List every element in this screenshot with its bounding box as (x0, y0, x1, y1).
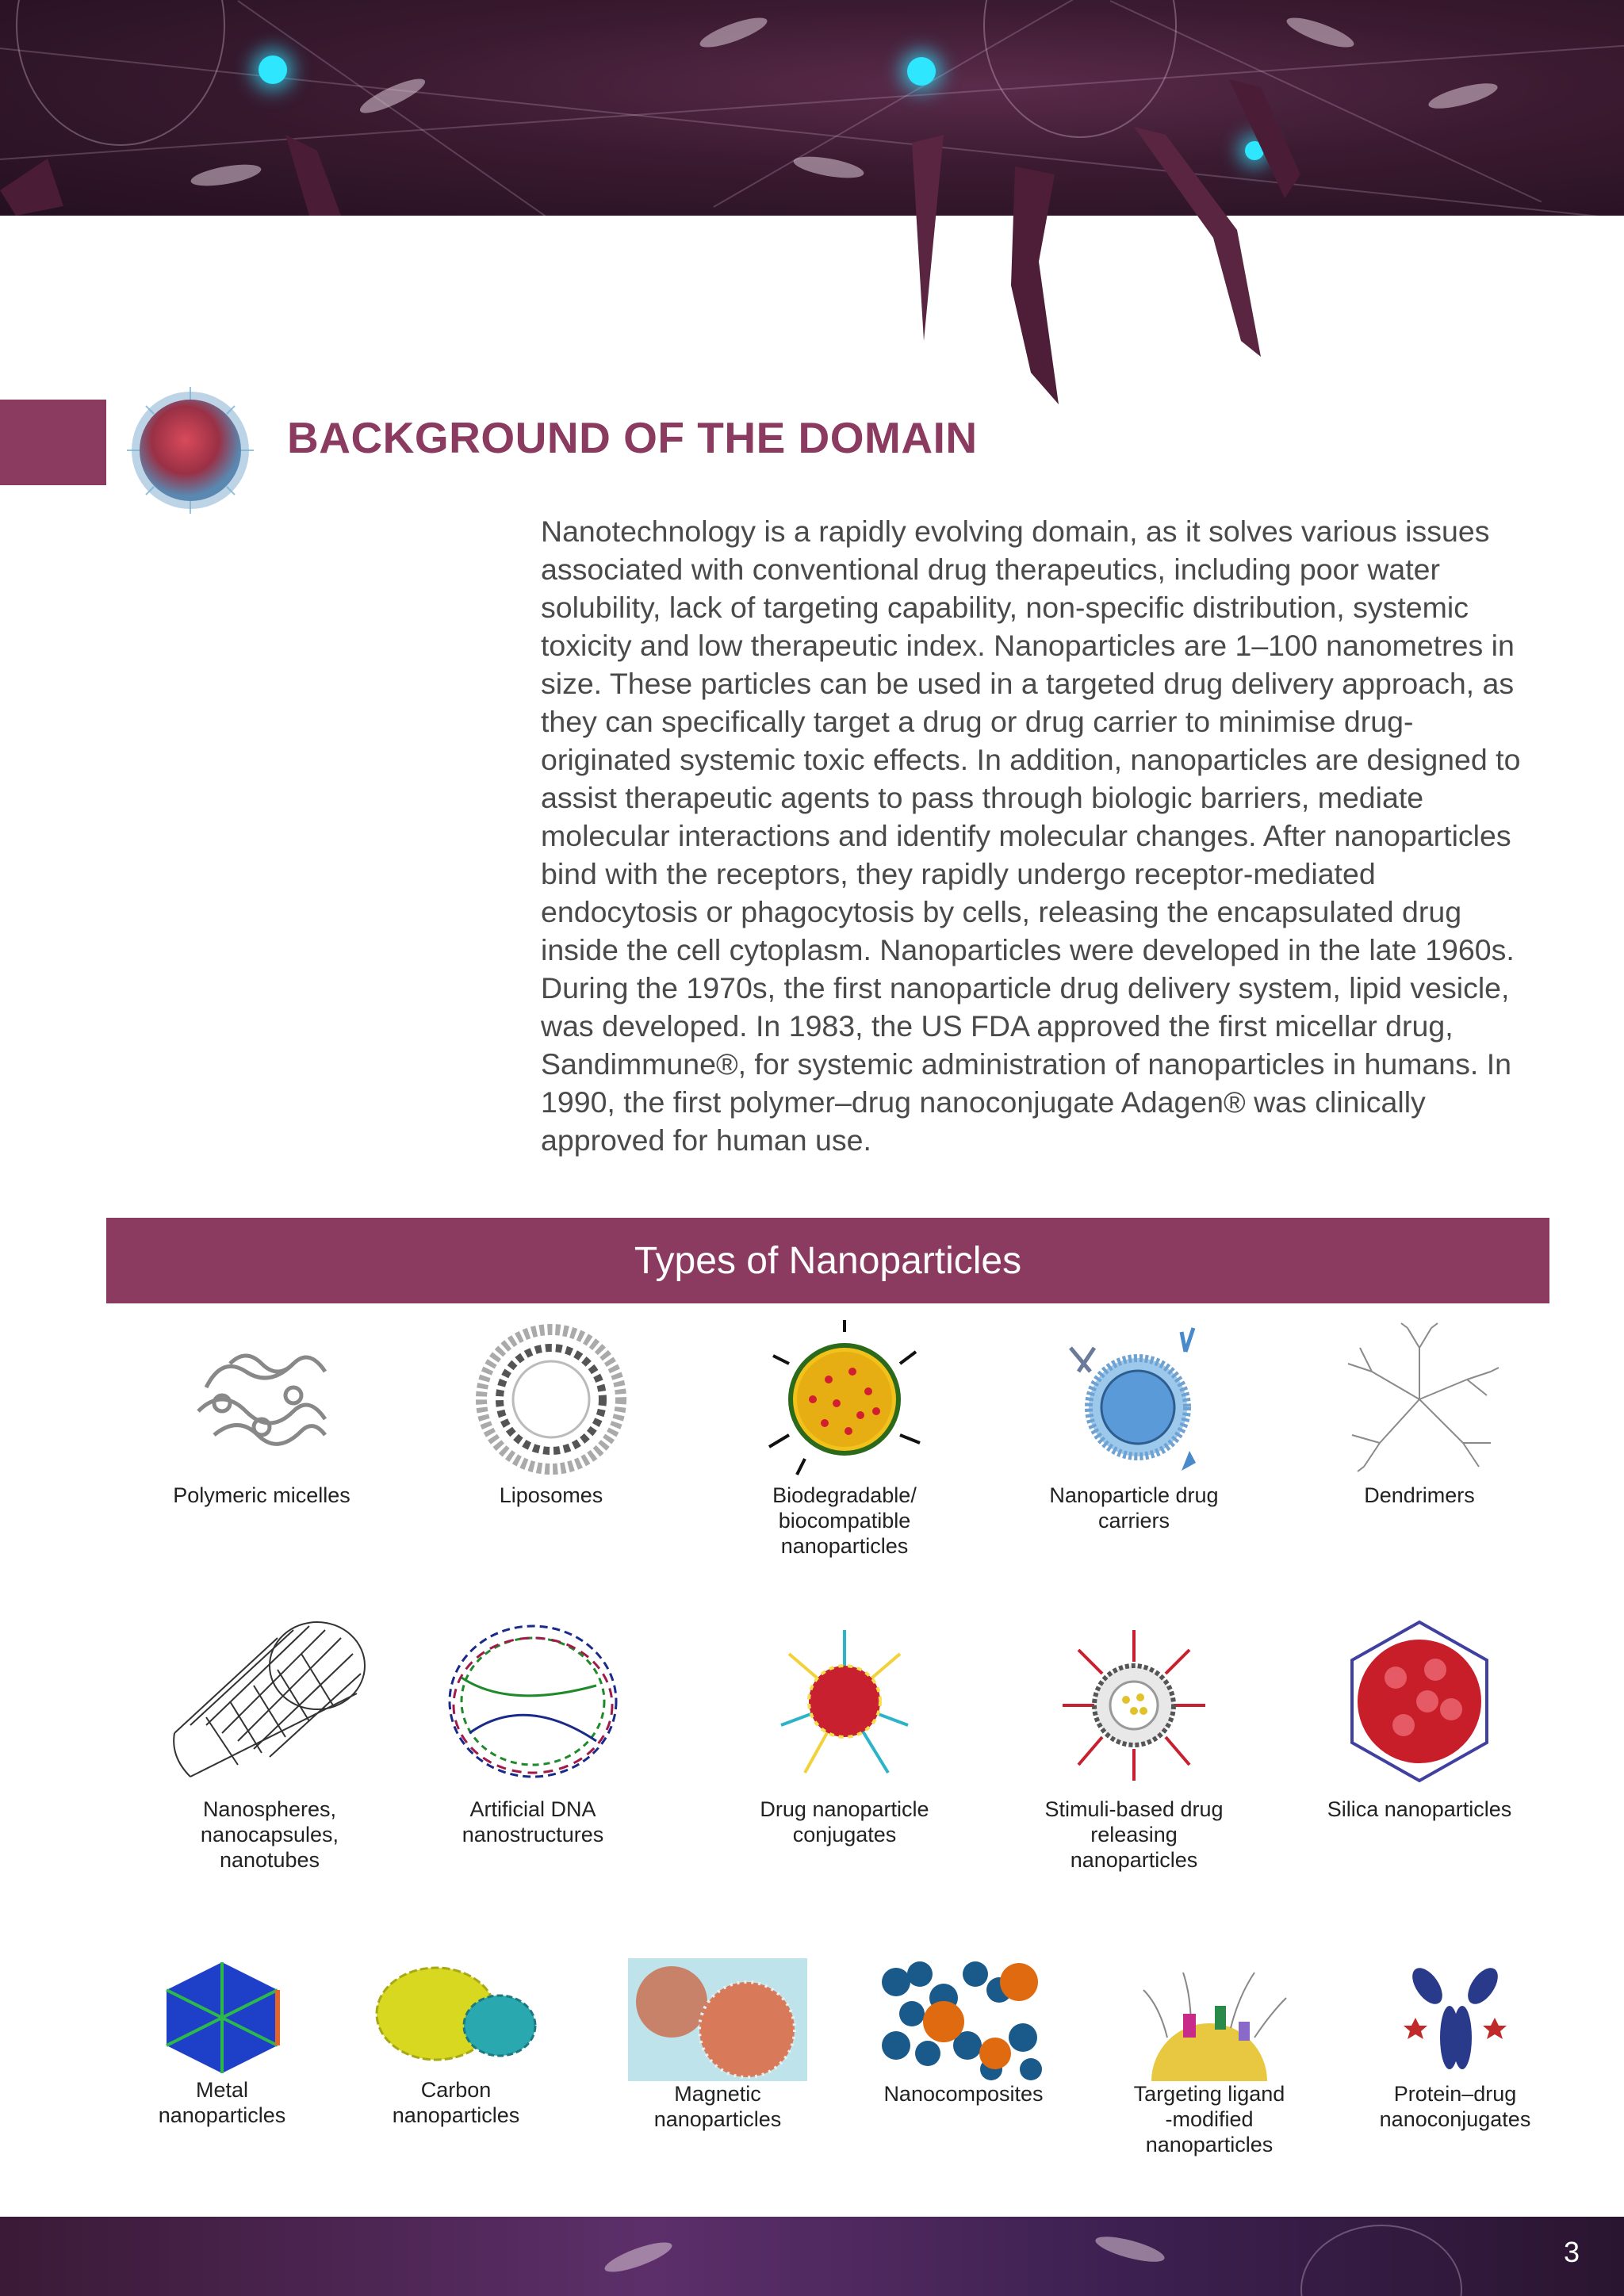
drug-conjugate-icon (757, 1614, 932, 1797)
targeting-ligand-icon (1120, 1958, 1299, 2081)
np-label: Liposomes (499, 1483, 603, 1507)
np-label: Polymeric micelles (173, 1483, 350, 1507)
np-label: Nanoparticle drug carriers (1049, 1483, 1219, 1533)
background-paragraph: Nanotechnology is a rapidly evolving domain, as it solves various issues associated with conventional drug therapeutics, including poor water solubility, lack of targeting capability, non-specific distribution, systemic toxicity and low therapeutic index. Nanoparticles are 1–100 nanometres in size. These particles can be used in a targeted drug delivery approach, as they can specifically target a drug or drug carrier to minimise drug-originated systemic toxic effects. In addition, nanoparticles are designed to assist therapeutic agents to pass through biologic barriers, mediate molecular interactions and identify molecular changes. After nanoparticles bind with the receptors, they rapidly undergo receptor-mediated endocytosis or phagocytosis by cells, releasing the encapsulated drug inside the cell cytoplasm. Nanoparticles were developed in the late 1960s. During the 1970s, the first nanoparticle drug delivery system, lipid vesicle, was developed. In 1983, the US FDA approved the first micellar drug, Sandimmune®, for systemic administration of nanoparticles in humans. In 1990, the first polymer–drug nanoconjugate Adagen® was clinically approved for human use. (541, 515, 1521, 1157)
polymeric-micelle-icon (174, 1316, 349, 1483)
drug-carrier-icon (1047, 1316, 1221, 1483)
protein-drug-icon (1396, 1958, 1515, 2081)
types-heading-band (106, 1218, 1549, 1303)
dendrimer-icon (1332, 1316, 1507, 1483)
nanorobot-legs-icon (0, 0, 1624, 412)
np-item-stimuli (1031, 1614, 1237, 1873)
np-item-drug-conjugates (745, 1614, 944, 1847)
footer-disc (602, 2237, 675, 2277)
np-label: Dendrimers (1364, 1483, 1475, 1507)
np-label: Silica nanoparticles (1327, 1797, 1512, 1821)
magnetic-nanoparticle-icon (628, 1958, 807, 2081)
silica-nanoparticle-icon (1332, 1614, 1507, 1797)
footer-disc (1094, 2232, 1167, 2267)
nanoparticle-sphere-icon (124, 384, 257, 517)
page-number: 3 (1563, 2236, 1580, 2268)
np-item-protein-drug (1364, 1958, 1546, 2132)
nanocomposite-icon (880, 1958, 1047, 2081)
np-label: Magnetic nanoparticles (653, 2082, 782, 2131)
np-item-magnetic (626, 1958, 809, 2132)
np-item-liposomes (460, 1316, 642, 1508)
stimuli-nanoparticle-icon (1047, 1614, 1221, 1797)
np-item-biodegradable (745, 1316, 944, 1559)
np-label: Targeting ligand -modified nanoparticles (1133, 2082, 1285, 2156)
carbon-nanoparticle-icon (373, 1958, 539, 2077)
np-item-silica (1316, 1614, 1522, 1822)
np-label: Nanocomposites (883, 2082, 1044, 2106)
np-item-carbon (373, 1958, 539, 2128)
types-title: Types of Nanoparticles (634, 1239, 1022, 1282)
np-item-dendrimers (1332, 1316, 1507, 1508)
np-label: Drug nanoparticle conjugates (760, 1797, 929, 1846)
np-item-nanotubes (159, 1614, 381, 1873)
liposome-icon (464, 1316, 638, 1483)
np-item-targeting-ligand (1110, 1958, 1308, 2157)
dna-nanostructure-icon (438, 1614, 628, 1797)
np-label: Artificial DNA nanostructures (462, 1797, 604, 1846)
np-item-nanocomposites (872, 1958, 1055, 2107)
footer-banner (0, 2217, 1624, 2296)
metal-nanoparticle-icon (155, 1958, 289, 2077)
np-label: Metal nanoparticles (158, 2078, 286, 2127)
np-label: Stimuli-based drug releasing nanoparticles (1044, 1797, 1224, 1872)
np-item-metal (135, 1958, 309, 2128)
footer-wireframe (1300, 2225, 1462, 2296)
np-label: Carbon nanoparticles (392, 2078, 520, 2127)
np-item-dna (438, 1614, 628, 1847)
nanotube-icon (159, 1614, 381, 1797)
section-accent-bar (0, 400, 106, 485)
section-title: BACKGROUND OF THE DOMAIN (287, 413, 978, 462)
np-item-drug-carriers (1031, 1316, 1237, 1533)
biodegradable-nanoparticle-icon (757, 1316, 932, 1483)
np-item-polymeric-micelles (159, 1316, 365, 1508)
np-label: Protein–drug nanoconjugates (1379, 2082, 1531, 2131)
np-label: Nanospheres, nanocapsules, nanotubes (200, 1797, 339, 1872)
np-label: Biodegradable/ biocompatible nanoparticles (772, 1483, 917, 1558)
